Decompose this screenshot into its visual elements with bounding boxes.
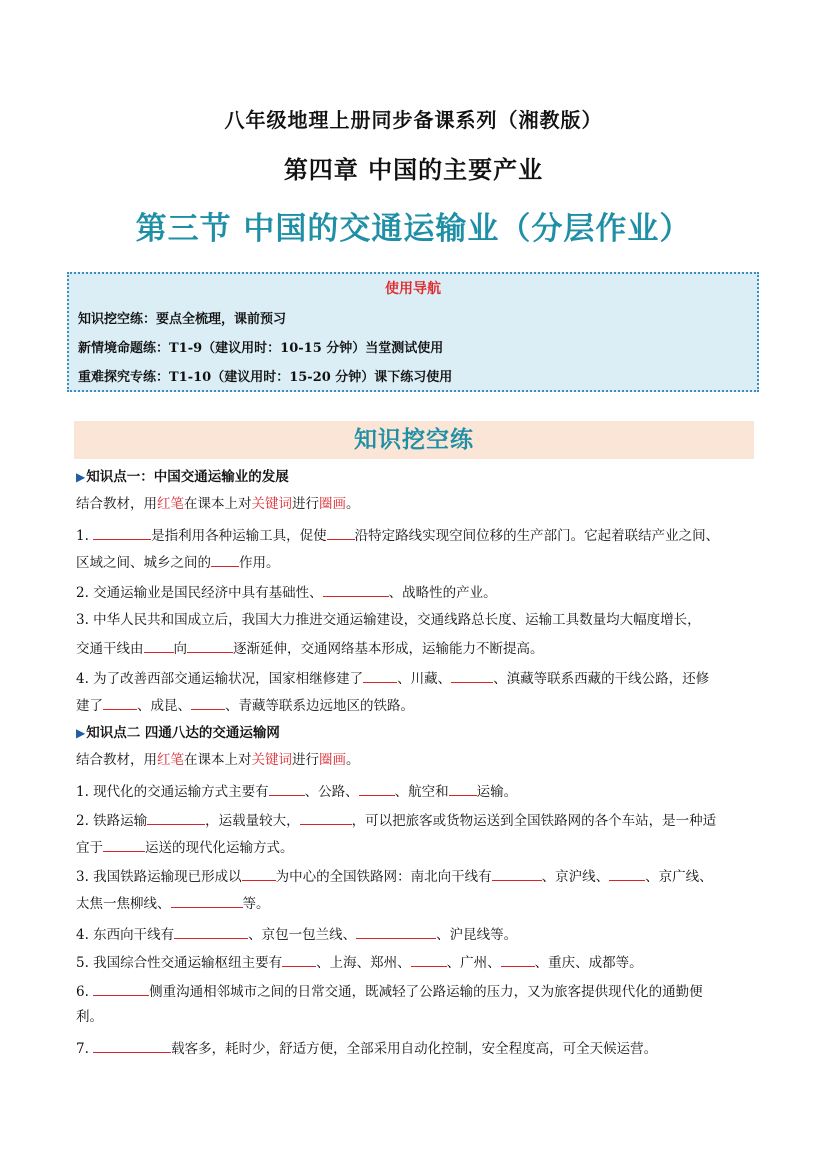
fill-blank[interactable] bbox=[356, 924, 436, 939]
kp2-q4: 4. 东西向干线有 、京包一包兰线、 、沪昆线等。 bbox=[76, 924, 517, 944]
fill-blank[interactable] bbox=[492, 866, 542, 881]
kp1-instruction: 结合教材，用红笔在课本上对关键词进行圈画。 bbox=[76, 496, 360, 512]
fill-blank[interactable] bbox=[327, 525, 355, 540]
fill-blank[interactable] bbox=[103, 695, 137, 710]
kp1-q4-line2: 建了 、成昆、 、青藏等联系边远地区的铁路。 bbox=[76, 695, 414, 715]
kp2-q5: 5. 我国综合性交通运输枢纽主要有 、上海、郑州、 、广州、 、重庆、成都等。 bbox=[76, 952, 643, 972]
guide-line-new-context: 新情境命题练：T1-9（建议用时：10-15 分钟）当堂测试使用 bbox=[78, 341, 444, 356]
triangle-bullet-icon: ▶ bbox=[76, 470, 86, 484]
fill-blank[interactable] bbox=[187, 638, 233, 653]
fill-blank[interactable] bbox=[323, 582, 389, 597]
guide-line-key-difficulty: 重难探究专练：T1-10（建议用时：15-20 分钟）课下练习使用 bbox=[78, 370, 453, 385]
fill-blank[interactable] bbox=[103, 837, 145, 852]
fill-blank[interactable] bbox=[242, 866, 276, 881]
fill-blank[interactable] bbox=[609, 866, 645, 881]
usage-guide-box bbox=[67, 272, 759, 392]
fill-blank[interactable] bbox=[144, 638, 174, 653]
fill-blank[interactable] bbox=[282, 952, 316, 967]
fill-blank[interactable] bbox=[451, 668, 493, 683]
kp2-q2-line1: 2. 铁路运输 ，运载量较大， ，可以把旅客或货物运送到全国铁路网的各个车站，是一种适 bbox=[76, 810, 716, 830]
kp1-heading: ▶知识点一：中国交通运输业的发展 bbox=[76, 469, 289, 485]
fill-blank[interactable] bbox=[147, 810, 205, 825]
kp1-q2: 2. 交通运输业是国民经济中具有基础性、 、战略性的产业。 bbox=[76, 582, 497, 602]
fill-blank[interactable] bbox=[300, 810, 352, 825]
fill-blank[interactable] bbox=[269, 781, 305, 796]
fill-blank[interactable] bbox=[171, 893, 243, 908]
fill-blank[interactable] bbox=[501, 952, 535, 967]
kp2-q7: 7. 载客多，耗时少，舒适方便，全部采用自动化控制，安全程度高，可全天候运营。 bbox=[76, 1038, 657, 1058]
kp2-q6-line1: 6. 侧重沟通相邻城市之间的日常交通，既减轻了公路运输的压力，又为旅客提供现代化的通勤便 bbox=[76, 981, 703, 1001]
fill-blank[interactable] bbox=[93, 981, 149, 996]
section-title: 第三节 中国的交通运输业（分层作业） bbox=[135, 211, 692, 247]
kp1-q1-line2: 区域之间、城乡之间的 作用。 bbox=[76, 552, 280, 572]
kp1-q1-line1: 1. 是指利用各种运输工具，促使 沿特定路线实现空间位移的生产部门。它起着联结产业之间、 bbox=[76, 525, 719, 545]
kp2-q1: 1. 现代化的交通运输方式主要有 、公路、 、航空和 运输。 bbox=[76, 781, 517, 801]
fill-blank[interactable] bbox=[411, 952, 447, 967]
kp2-q2-line2: 宜于 运送的现代化运输方式。 bbox=[76, 837, 294, 857]
fill-blank[interactable] bbox=[174, 924, 248, 939]
kp2-instruction: 结合教材，用红笔在课本上对关键词进行圈画。 bbox=[76, 752, 360, 768]
guide-line-knowledge: 知识挖空练：要点全梳理，课前预习 bbox=[78, 312, 287, 327]
fill-blank[interactable] bbox=[449, 781, 477, 796]
section-banner: 知识挖空练 bbox=[74, 421, 754, 459]
kp2-q3-line2: 太焦一焦柳线、 等。 bbox=[76, 893, 270, 913]
guide-title: 使用导航 bbox=[385, 281, 441, 297]
kp1-q3-line2: 交通干线由 向 逐渐延伸，交通网络基本形成，运输能力不断提高。 bbox=[76, 638, 544, 658]
triangle-bullet-icon: ▶ bbox=[76, 726, 86, 740]
kp2-q3-line1: 3. 我国铁路运输现已形成以 为中心的全国铁路网：南北向干线有 、京沪线、 、京广线、 bbox=[76, 866, 713, 886]
fill-blank[interactable] bbox=[93, 1038, 171, 1053]
kp1-q3-line1: 3. 中华人民共和国成立后，我国大力推进交通运输建设，交通线路总长度、运输工具数量均大幅度增长， bbox=[76, 612, 701, 628]
fill-blank[interactable] bbox=[363, 668, 397, 683]
kp2-heading: ▶知识点二 四通八达的交通运输网 bbox=[76, 725, 280, 741]
kp2-q6-line2: 利。 bbox=[76, 1009, 103, 1025]
fill-blank[interactable] bbox=[93, 525, 151, 540]
fill-blank[interactable] bbox=[359, 781, 395, 796]
fill-blank[interactable] bbox=[211, 552, 239, 567]
chapter-title: 第四章 中国的主要产业 bbox=[283, 155, 544, 184]
series-title: 八年级地理上册同步备课系列（湘教版） bbox=[224, 108, 603, 132]
fill-blank[interactable] bbox=[191, 695, 225, 710]
kp1-q4-line1: 4. 为了改善西部交通运输状况，国家相继修建了 、川藏、 、滇藏等联系西藏的干线公路，还修 bbox=[76, 668, 709, 688]
